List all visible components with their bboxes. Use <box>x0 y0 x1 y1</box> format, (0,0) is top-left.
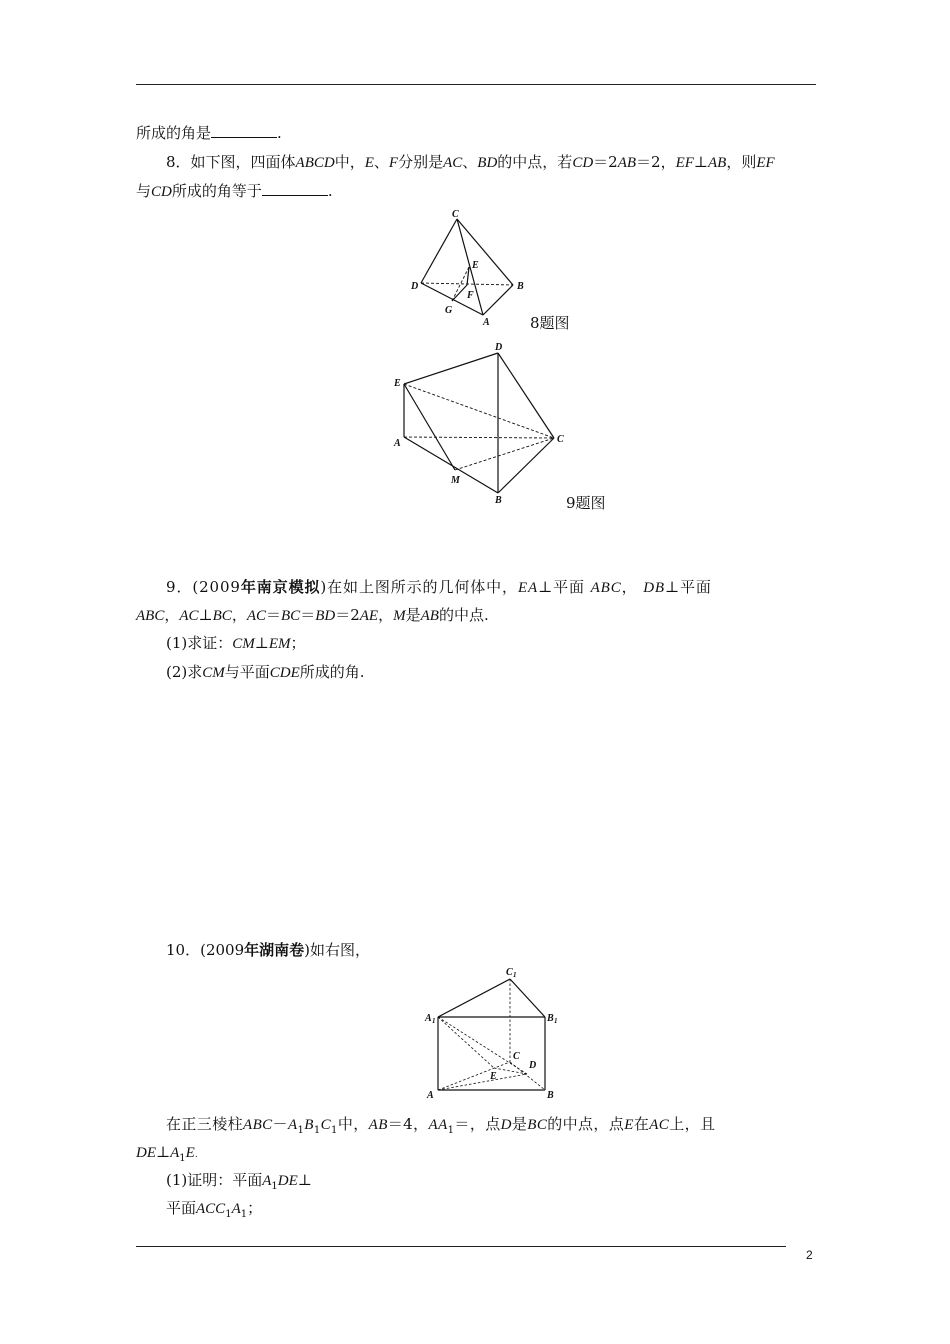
q8-line-1: 8．如下图，四面体ABCD中，E、F分别是AC、BD的中点，若CD＝2AB＝2，EF⊥AB，则EF <box>166 153 775 171</box>
label-C1: C <box>506 967 513 978</box>
answer-blank <box>211 123 277 138</box>
q9-line-2: ABC，AC⊥BC，AC＝BC＝BD＝2AE，M是AB的中点. <box>136 606 489 624</box>
label-B: B <box>495 495 502 506</box>
page-number: 2 <box>806 1248 813 1262</box>
label-C: C <box>513 1051 520 1062</box>
label-C: C <box>452 209 459 220</box>
label-G: G <box>445 305 453 316</box>
header-rule <box>136 84 816 85</box>
label-D: D <box>529 1060 537 1071</box>
label-A: A <box>394 438 401 449</box>
q9-sub-1: (1)求证：CM⊥EM； <box>166 634 306 652</box>
q9-line-1: 9．(2009年南京模拟)在如上图所示的几何体中，EA⊥平面 ABC， DB⊥平面 <box>166 578 712 596</box>
svg-text:1: 1 <box>432 1017 436 1025</box>
q10-sub-2: 平面$ACC_1A_1$； <box>166 1199 263 1220</box>
prism-figure <box>420 962 570 1104</box>
geometry-figure-9 <box>385 340 570 508</box>
label-D: D <box>495 342 503 353</box>
label-B: B <box>547 1090 554 1101</box>
label-A1: A <box>425 1013 432 1024</box>
tetrahedron-figure <box>405 205 535 330</box>
label-E: E <box>394 378 401 389</box>
q9-figure-caption: 9题图 <box>566 494 606 512</box>
q8-figure-caption: 8题图 <box>530 314 570 332</box>
svg-text:1: 1 <box>554 1017 558 1025</box>
label-B1: B <box>547 1013 554 1024</box>
svg-text:1: 1 <box>513 971 517 979</box>
label-E: E <box>490 1071 497 1082</box>
label-D: D <box>411 281 419 292</box>
label-M: M <box>451 475 460 486</box>
label-C: C <box>557 434 564 445</box>
label-B: B <box>517 281 524 292</box>
footer-rule <box>136 1246 786 1247</box>
q9-sub-2: (2)求CM与平面CDE所成的角. <box>166 663 365 681</box>
q10-sub-1: (1)证明：平面$A_1DE\perp$ <box>166 1171 312 1192</box>
q7-tail-line: 所成的角是 . <box>136 124 282 142</box>
q10-line-1: 在正三棱柱$ABC-A_1B_1C_1$中，AB＝4，$AA_1=$，点D是BC的中点，点E在AC上，且 <box>166 1115 716 1136</box>
label-A: A <box>483 317 490 328</box>
q8-line-2: 与CD所成的角等于 . <box>136 182 333 200</box>
q10-line-2: $DE\perp A_1E$. <box>136 1143 198 1164</box>
label-F: F <box>467 290 474 301</box>
answer-blank <box>262 181 328 196</box>
label-A: A <box>427 1090 434 1101</box>
label-E: E <box>472 260 479 271</box>
q10-heading: 10．(2009年湖南卷)如右图， <box>166 941 370 959</box>
